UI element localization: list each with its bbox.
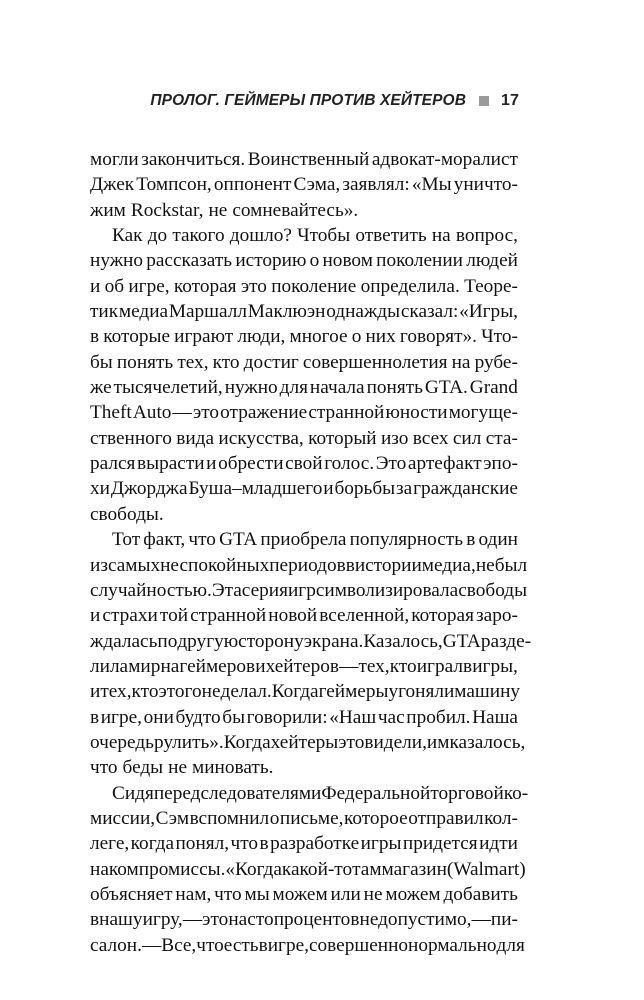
word: бы — [90, 351, 113, 373]
word: казалось, — [449, 731, 526, 753]
word: ответить — [355, 225, 427, 247]
word: Auto — [132, 402, 172, 424]
word: поколении — [376, 250, 463, 272]
word: нужно — [90, 250, 143, 272]
word: Theft — [90, 402, 132, 424]
word: голос. — [324, 453, 375, 475]
word: письме, — [279, 807, 344, 829]
word: новой — [268, 605, 318, 627]
word: кто — [389, 655, 417, 677]
word: истории — [354, 554, 422, 576]
word: когда — [130, 833, 175, 855]
text-line — [90, 147, 518, 172]
word: — — [339, 655, 359, 677]
word: совершеннолетия — [302, 351, 448, 373]
word: Томпсон, — [136, 174, 212, 196]
word: Джорджа — [110, 478, 188, 500]
word: бы — [222, 706, 246, 728]
word: всех — [412, 427, 449, 449]
text-line — [90, 730, 526, 755]
word: кто — [131, 681, 159, 703]
word: в — [259, 833, 269, 855]
word: и — [206, 453, 217, 475]
word: кто — [212, 351, 240, 373]
text-line — [90, 907, 518, 932]
word: люди, — [237, 326, 286, 348]
word: изо — [380, 427, 409, 449]
word: нам, — [175, 883, 212, 905]
running-header — [0, 88, 519, 114]
text-line — [90, 324, 518, 349]
word: гражданские — [413, 478, 518, 500]
word: недопустимо, — [359, 909, 472, 931]
word: медиа — [118, 301, 169, 323]
word: ста- — [485, 427, 518, 449]
word: из — [90, 554, 108, 576]
word: в — [90, 326, 100, 348]
word: — — [182, 909, 203, 931]
word: случайностью. — [90, 579, 212, 601]
word: рался — [90, 453, 136, 475]
word: в — [258, 934, 268, 956]
word: искусства, — [218, 427, 304, 449]
word: вида — [176, 427, 215, 449]
word: за — [396, 478, 413, 500]
text-line — [90, 198, 518, 223]
word: что — [188, 529, 216, 551]
word: Воинственный — [247, 149, 370, 170]
word: Когда — [271, 681, 319, 703]
word: уничто- — [453, 174, 518, 196]
word: Теоре- — [464, 275, 518, 297]
word: на — [451, 351, 471, 373]
word: адвокат-моралист — [371, 149, 518, 170]
word: «Когда — [225, 858, 282, 880]
word: популярность — [349, 529, 464, 551]
word: рулить». — [153, 731, 224, 753]
text-line — [90, 553, 528, 578]
word: по — [157, 630, 178, 652]
word: магазин — [381, 858, 447, 880]
word: Федеральной — [321, 782, 431, 804]
word: Все, — [161, 934, 197, 956]
text-line — [90, 274, 518, 299]
word: свой — [285, 453, 323, 475]
word: что — [90, 757, 118, 779]
word: свободы. — [90, 503, 164, 525]
word: о — [309, 250, 320, 272]
word: и — [90, 605, 101, 627]
word: которые — [103, 326, 171, 348]
text-line — [90, 578, 528, 603]
word: обрести — [218, 453, 284, 475]
word: Сидя — [112, 782, 154, 804]
word: «Мы — [411, 174, 452, 196]
word: в — [466, 529, 476, 551]
word: понял, — [175, 833, 230, 855]
word: закончиться. — [141, 149, 246, 170]
text-line — [90, 933, 525, 958]
word: сказал: — [400, 301, 459, 323]
word: ственного — [90, 427, 172, 449]
separator-square-icon — [479, 96, 489, 106]
text-line — [90, 629, 532, 654]
word: процентов — [273, 909, 360, 931]
word: определила. — [360, 275, 460, 297]
word: мы — [244, 883, 270, 905]
word: же — [90, 377, 112, 399]
word: играл — [416, 655, 463, 677]
word: Это — [375, 453, 407, 475]
word: игр — [287, 579, 316, 601]
word: можем — [385, 883, 441, 905]
word: Маршалл — [168, 301, 247, 323]
text-line — [90, 248, 518, 273]
word: «Наш — [329, 706, 377, 728]
word: понять — [116, 351, 174, 373]
word: и — [90, 275, 101, 297]
word: Джек — [90, 174, 135, 196]
body-text — [90, 147, 532, 958]
word: Чтобы — [297, 225, 351, 247]
word: миновать. — [192, 757, 274, 779]
word: час — [377, 706, 405, 728]
word: Казалось, — [363, 630, 443, 652]
word: нужно — [224, 377, 278, 399]
word: медиа, — [421, 554, 476, 576]
text-line — [90, 781, 529, 806]
word: Когда — [223, 731, 271, 753]
text-line — [90, 882, 518, 907]
word: и — [323, 478, 334, 500]
word: неспокойных — [160, 554, 270, 576]
word: какой-то — [281, 858, 353, 880]
word: Маклюэн — [247, 301, 326, 323]
word: будто — [175, 706, 221, 728]
word: приобрела — [260, 529, 347, 551]
text-line — [90, 426, 518, 451]
word: которое — [343, 807, 408, 829]
word: тысячелетий, — [113, 377, 223, 399]
word: разде- — [480, 630, 532, 652]
word: сал — [90, 934, 118, 956]
word: один — [478, 529, 518, 551]
word: Буша–младшего — [188, 478, 323, 500]
word: видели, — [364, 731, 427, 753]
word: тик — [90, 301, 119, 323]
word: Rockstar, — [130, 199, 204, 221]
word: угоняли — [388, 681, 455, 703]
word: не — [168, 757, 188, 779]
word: что — [196, 934, 224, 956]
word: Что- — [481, 326, 518, 348]
text-line — [90, 476, 518, 501]
word: не — [363, 883, 383, 905]
word: этого — [158, 681, 202, 703]
word: в — [90, 909, 100, 931]
word: игре, — [100, 706, 142, 728]
word: торговой — [430, 782, 504, 804]
word: о — [351, 326, 362, 348]
word: GTA — [219, 529, 258, 551]
word: придется — [402, 833, 478, 855]
word: отправил — [408, 807, 484, 829]
word: Grand — [469, 377, 518, 399]
word: начала — [309, 377, 365, 399]
word: вопрос, — [455, 225, 518, 247]
word: факт, — [143, 529, 186, 551]
word: периодов — [269, 554, 346, 576]
word: артефакт — [407, 453, 482, 475]
word: сомневайтесь». — [232, 199, 359, 221]
word: Эта — [211, 579, 242, 601]
word: историю — [235, 250, 307, 272]
word: и — [90, 681, 101, 703]
word: что — [214, 883, 242, 905]
word: на — [228, 909, 248, 931]
word: такого — [172, 225, 225, 247]
word: кол- — [484, 807, 518, 829]
page-number: 17 — [501, 92, 519, 109]
word: заявлял: — [342, 174, 410, 196]
word: игре, — [267, 934, 309, 956]
word: не — [208, 199, 228, 221]
word: перед — [153, 782, 201, 804]
word: в — [345, 554, 355, 576]
text-line — [90, 654, 518, 679]
word: хейтеры — [270, 731, 339, 753]
text-line — [90, 223, 518, 248]
word: достиг — [243, 351, 299, 373]
text-line — [90, 603, 518, 628]
text-line — [90, 172, 518, 197]
word: нормально — [408, 934, 497, 956]
word: леге, — [90, 833, 130, 855]
word: говорят». — [399, 326, 477, 348]
word: не — [201, 681, 221, 703]
word: свободы — [458, 579, 528, 601]
text-line — [90, 400, 518, 425]
word: для — [279, 377, 308, 399]
word: которая — [411, 605, 474, 627]
word: что — [230, 833, 259, 855]
word: можем — [272, 883, 328, 905]
word: сторону — [238, 630, 304, 652]
word: Наша — [472, 706, 518, 728]
word: тех, — [358, 655, 390, 677]
text-line — [90, 527, 518, 552]
word: — — [172, 402, 192, 424]
word: машину — [454, 681, 521, 703]
text-line — [90, 375, 518, 400]
word: игре, — [128, 275, 170, 297]
word: борьбы — [334, 478, 396, 500]
word: GTA. — [424, 377, 468, 399]
word: многое — [289, 326, 348, 348]
word: поколение — [271, 275, 357, 297]
word: это — [202, 909, 229, 931]
text-line — [90, 857, 526, 882]
running-title: ПРОЛОГ. ГЕЙМЕРЫ ПРОТИВ ХЕЙТЕРОВ — [150, 92, 466, 109]
word: жим — [90, 199, 126, 221]
word: это — [338, 731, 365, 753]
word: могли — [90, 149, 139, 170]
word: делал. — [220, 681, 272, 703]
word: и — [255, 655, 266, 677]
word: очередь — [90, 731, 154, 753]
word: лила — [90, 655, 129, 677]
word: могуще- — [448, 402, 518, 424]
word: вырасти — [137, 453, 205, 475]
word: мир — [128, 655, 161, 677]
text-line — [90, 679, 521, 704]
word: игры — [360, 833, 402, 855]
word: на — [90, 858, 109, 880]
word: хейтеров — [265, 655, 339, 677]
word: в — [463, 655, 473, 677]
word: которая — [173, 275, 237, 297]
word: об — [104, 275, 125, 297]
word: компромиссы. — [108, 858, 226, 880]
word: другую — [177, 630, 239, 652]
word: нашу — [99, 909, 143, 931]
word: юности — [385, 402, 448, 424]
word: он. — [117, 934, 142, 956]
word: идти — [479, 833, 518, 855]
word: рассказать — [146, 250, 233, 272]
word: там — [352, 858, 382, 880]
word: объясняет — [90, 883, 173, 905]
word: игры, — [472, 655, 518, 677]
word: тех, — [177, 351, 209, 373]
word: символизировала — [315, 579, 459, 601]
word: самых — [107, 554, 161, 576]
word: рубе- — [474, 351, 518, 373]
word: был — [494, 554, 528, 576]
word: странной — [308, 402, 385, 424]
word: разработке — [270, 833, 360, 855]
text-line — [90, 451, 518, 476]
word: ждалась — [90, 630, 158, 652]
text-line — [90, 705, 518, 730]
word: «Игры, — [459, 301, 518, 323]
word: на — [160, 655, 180, 677]
word: понять — [366, 377, 423, 399]
word: эпо- — [483, 453, 518, 475]
word: дошло? — [229, 225, 292, 247]
word: людей — [466, 250, 518, 272]
word: играют — [174, 326, 234, 348]
word: Как — [112, 225, 143, 247]
word: сто — [247, 909, 274, 931]
word: Тот — [112, 529, 141, 551]
word: следователями — [200, 782, 322, 804]
word: беды — [122, 757, 164, 779]
word: для — [496, 934, 525, 956]
word: им — [426, 731, 450, 753]
word: — — [471, 909, 491, 931]
text-line — [90, 755, 518, 780]
word: них — [365, 326, 396, 348]
word: хи — [90, 478, 110, 500]
word: о — [269, 807, 280, 829]
word: странной — [190, 605, 267, 627]
word: это — [240, 275, 267, 297]
word: ко- — [503, 782, 529, 804]
word: добавить — [443, 883, 518, 905]
word: геймеры — [318, 681, 389, 703]
word: пробил. — [406, 706, 471, 728]
word: новом — [322, 250, 373, 272]
word: совершенно — [308, 934, 409, 956]
text-line — [90, 831, 518, 856]
word: вселенной, — [319, 605, 410, 627]
text-line — [90, 806, 518, 831]
word: той — [159, 605, 189, 627]
word: тех, — [100, 681, 132, 703]
word: геймеров — [179, 655, 256, 677]
text-line — [90, 502, 518, 527]
word: на — [431, 225, 451, 247]
word: это — [192, 402, 220, 424]
word: однажды — [326, 301, 401, 323]
word: заро- — [476, 605, 518, 627]
text-line — [90, 299, 518, 324]
word: — — [141, 934, 162, 956]
word: не — [475, 554, 495, 576]
word: отражение — [220, 402, 308, 424]
word: серия — [241, 579, 288, 601]
word: GTA — [442, 630, 481, 652]
word: они — [143, 706, 174, 728]
word: миссии, — [90, 807, 156, 829]
word: оппонент — [213, 174, 292, 196]
word: Сэм — [155, 807, 190, 829]
text-line — [90, 350, 518, 375]
word: в — [90, 706, 100, 728]
word: сил — [452, 427, 482, 449]
word: говорили: — [246, 706, 328, 728]
word: или — [330, 883, 361, 905]
word: до — [147, 225, 168, 247]
word: есть — [223, 934, 259, 956]
word: экрана. — [303, 630, 364, 652]
word: игру, — [142, 909, 183, 931]
word: вспомнил — [189, 807, 270, 829]
word: страхи — [102, 605, 158, 627]
word: который — [308, 427, 377, 449]
word: (Walmart) — [446, 858, 526, 880]
word: Сэма, — [293, 174, 341, 196]
word: пи- — [490, 909, 518, 931]
